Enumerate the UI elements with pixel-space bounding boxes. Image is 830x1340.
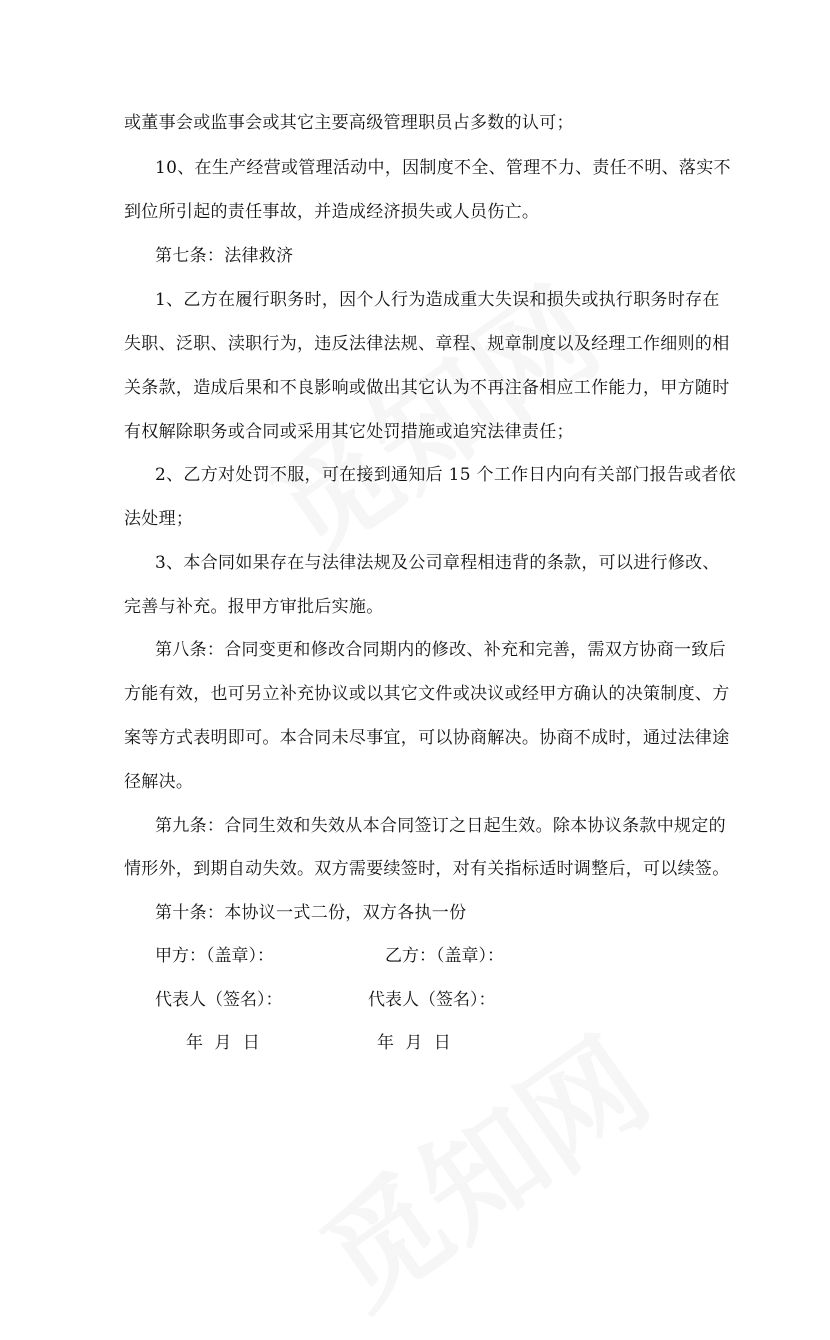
text-line: 完善与补充。报甲方审批后实施。 — [124, 597, 384, 617]
party-a-date: 年 月 日 — [186, 1033, 260, 1053]
article-heading: 第七条：法律救济 — [155, 246, 294, 266]
text-line: 第九条：合同生效和失效从本合同签订之日起生效。除本协议条款中规定的 — [155, 816, 726, 836]
text-line: 法处理； — [124, 509, 194, 529]
text-line: 第八条：合同变更和修改合同期内的修改、补充和完善，需双方协商一致后 — [155, 640, 726, 660]
watermark — [283, 992, 677, 1339]
article-heading: 第十条：本协议一式二份，双方各执一份 — [155, 903, 467, 923]
text-line: 1、乙方在履行职务时，因个人行为造成重大失误和损失或执行职务时存在 — [155, 290, 720, 310]
party-b-representative-label: 代表人（签名）： — [368, 990, 496, 1010]
party-a-representative-label: 代表人（签名）： — [155, 990, 283, 1010]
party-b-seal-label: 乙方：（盖章）： — [385, 946, 504, 966]
text-line: 关条款，造成后果和不良影响或做出其它认为不再注备相应工作能力，甲方随时 — [124, 378, 730, 398]
text-line: 到位所引起的责任事故，并造成经济损失或人员伤亡。 — [124, 202, 540, 222]
party-a-seal-label: 甲方：（盖章）： — [155, 946, 274, 966]
text-line: 或董事会或监事会或其它主要高级管理职员占多数的认可； — [124, 113, 574, 133]
text-line: 径解决。 — [124, 772, 194, 792]
text-line: 3、本合同如果存在与法律法规及公司章程相违背的条款，可以进行修改、 — [155, 553, 720, 573]
text-line: 2、乙方对处罚不服，可在接到通知后 15 个工作日内向有关部门报告或者依 — [155, 465, 737, 485]
text-line: 有权解除职务或合同或采用其它处罚措施或追究法律责任； — [124, 422, 574, 442]
text-line: 10、在生产经营或管理活动中，因制度不全、管理不力、责任不明、落实不 — [155, 158, 731, 178]
text-line: 案等方式表明即可。本合同未尽事宜，可以协商解决。协商不成时，通过法律途 — [124, 728, 730, 748]
text-line: 失职、泛职、渎职行为，违反法律法规、章程、规章制度以及经理工作细则的相 — [124, 334, 730, 354]
text-line: 情形外，到期自动失效。双方需要续签时，对有关指标适时调整后，可以续签。 — [124, 859, 730, 879]
text-line: 方能有效，也可另立补充协议或以其它文件或决议或经甲方确认的决策制度、方 — [124, 684, 730, 704]
party-b-date: 年 月 日 — [377, 1033, 451, 1053]
